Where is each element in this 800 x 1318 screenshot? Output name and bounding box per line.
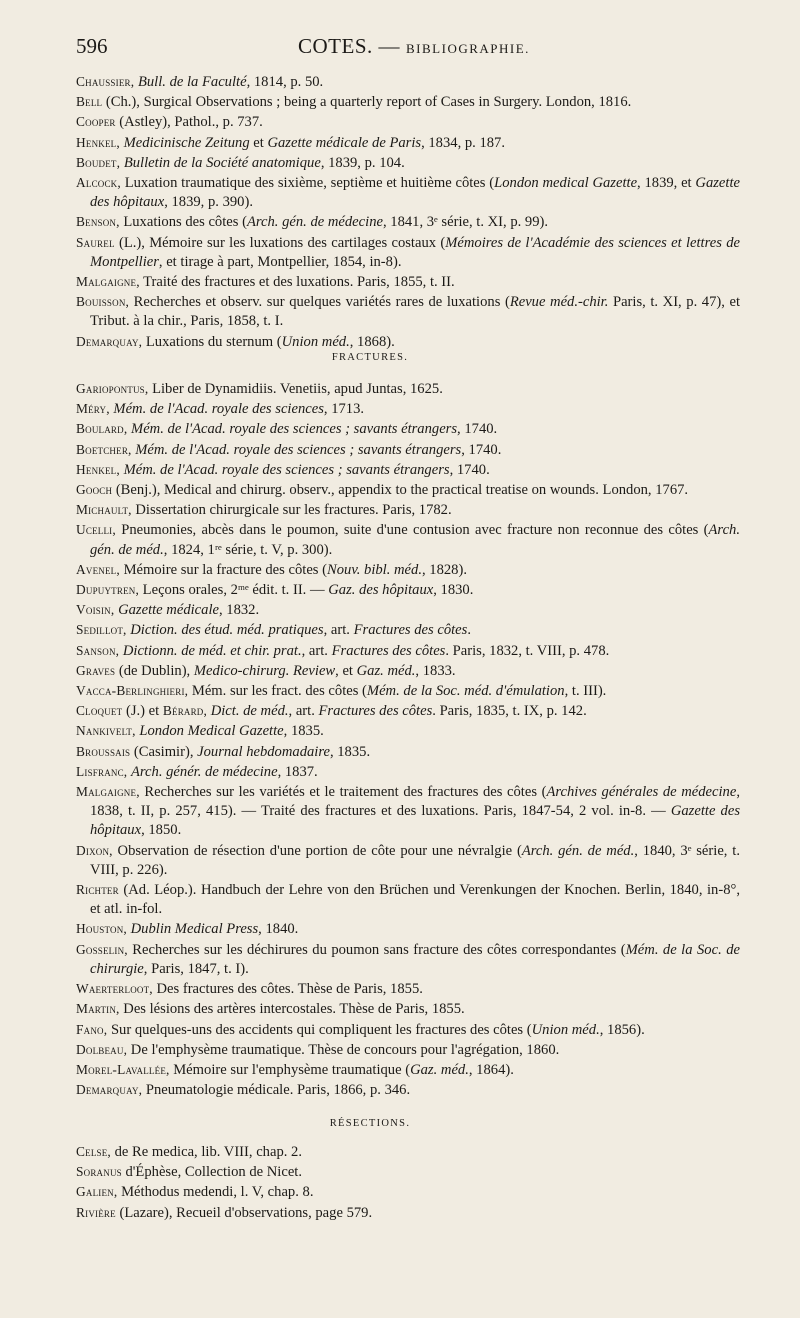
publication-title: Revue méd.-chir. bbox=[509, 294, 609, 311]
bib-entry bbox=[76, 1162, 740, 1182]
publication-title: Arch. gén. de méd. bbox=[90, 522, 740, 558]
entry-text: , 1830. bbox=[433, 582, 474, 599]
entry-text: , 1835. bbox=[283, 723, 324, 740]
author-name: Avenel, bbox=[76, 561, 120, 577]
entry-text: , 1834, p. 187. bbox=[421, 134, 505, 151]
bib-entry bbox=[76, 919, 740, 939]
author-name: Dupuytren, bbox=[76, 582, 140, 598]
author-name: Ucelli, bbox=[76, 522, 116, 538]
author-name: Chaussier, bbox=[76, 74, 135, 89]
entry-text: Luxations des côtes ( bbox=[119, 214, 247, 231]
entry-text: , 1828). bbox=[421, 561, 467, 578]
running-title-dash: — bbox=[378, 34, 401, 58]
bib-entry bbox=[76, 399, 740, 419]
author-name: Malgaigne, bbox=[76, 784, 140, 800]
entry-text: Luxations du sternum ( bbox=[142, 333, 282, 350]
publication-title: Gazette médicale de Paris bbox=[267, 134, 422, 151]
bib-entry bbox=[76, 1142, 740, 1162]
publication-title: Gaz. des hôpitaux bbox=[328, 582, 434, 599]
entry-text: , art. bbox=[301, 642, 332, 659]
entry-text: (Ch.), Surgical Observations ; being a quarterly report of Cases in Surgery. London, 1816. bbox=[102, 94, 632, 111]
publication-title: Bull. de la Faculté bbox=[137, 74, 247, 90]
entry-text: , 1835. bbox=[329, 743, 371, 760]
publication-title: Diction. des étud. méd. pratiques bbox=[130, 622, 324, 639]
publication-title: Gaz. méd. bbox=[410, 1061, 469, 1078]
author-name: Demarquay, bbox=[76, 333, 143, 349]
author-name: Celse, bbox=[76, 1144, 111, 1159]
entry-text: (Ad. Léop.). Handbuch der Lehre von den Brüchen und Verenkungen der Knochen. Berlin, 1840, in-8°, et atl. in-fol. bbox=[90, 882, 740, 918]
entry-text: . Paris, 1832, t. VIII, p. 478. bbox=[445, 642, 610, 659]
page-number: 596 bbox=[76, 34, 108, 58]
author-name: Richter bbox=[76, 882, 119, 898]
author-name: Bouisson, bbox=[76, 294, 130, 310]
entry-text: Recherches et observ. sur quelques variétés rares de luxations ( bbox=[129, 294, 510, 311]
bib-entry bbox=[76, 460, 740, 480]
publication-title: Dublin Medical Press bbox=[130, 921, 259, 938]
author-name: Boetcher, bbox=[76, 441, 132, 457]
entry-text: , 1840, 3ᵉ série, t. VIII, p. 226). bbox=[90, 842, 740, 878]
author-name: Henkel, bbox=[76, 461, 120, 477]
entry-text: , 1833. bbox=[415, 662, 456, 679]
author-name: Vacca-Berlinghieri, bbox=[76, 683, 189, 699]
author-name: Sanson, bbox=[76, 642, 120, 658]
bib-entry bbox=[76, 272, 740, 292]
bib-entry bbox=[76, 92, 740, 112]
publication-title: Mémoires de l'Académie des sciences et lettres de Montpellier bbox=[90, 234, 740, 270]
entry-text: Des lésions des artères intercostales. Thèse de Paris, 1855. bbox=[119, 1001, 465, 1018]
author-name: Boudet, bbox=[76, 154, 121, 170]
entry-text: , 1740. bbox=[457, 421, 498, 438]
publication-title: Dict. de méd. bbox=[210, 703, 289, 720]
author-name: Soranus bbox=[76, 1164, 122, 1180]
author-name: Waerterloot, bbox=[76, 981, 153, 997]
bib-entry bbox=[76, 841, 740, 880]
publication-title: Mém. de l'Acad. royale des sciences ; savants étrangers bbox=[123, 461, 450, 478]
bib-entry bbox=[76, 500, 740, 520]
author-name: Nankivelt, bbox=[76, 723, 136, 739]
section-title-fractures: FRACTURES. bbox=[331, 352, 409, 363]
entry-text: Pneumatologie médicale. Paris, 1866, p. 346. bbox=[142, 1082, 411, 1099]
bibliography-resections bbox=[76, 1142, 740, 1223]
bib-entry bbox=[76, 1080, 740, 1100]
author-name: Cloquet bbox=[76, 703, 123, 719]
publication-title: Mém. de la Soc. méd. d'émulation bbox=[366, 683, 565, 700]
publication-title: Fractures des côtes bbox=[353, 622, 468, 639]
entry-text: , et bbox=[335, 662, 357, 679]
bib-entry bbox=[76, 1020, 740, 1040]
entry-text: , art. bbox=[323, 622, 354, 639]
author-name: Gooch bbox=[76, 482, 113, 498]
author-name: Martin, bbox=[76, 1001, 120, 1017]
entry-text: (Casimir), bbox=[130, 743, 198, 760]
entry-text: Recherches sur les variétés et le traitement des fractures des côtes ( bbox=[139, 784, 547, 801]
page-header bbox=[76, 34, 738, 64]
bib-entry bbox=[76, 332, 740, 352]
entry-text: , 1840. bbox=[258, 921, 299, 938]
bib-entry bbox=[76, 1203, 740, 1223]
entry-text: , 1838, t. II, p. 257, 415). — Traité des fractures et des luxations. Paris, 1847-54, 2 vol. in-8. — bbox=[90, 784, 740, 820]
entry-text: Dissertation chirurgicale sur les fractures. Paris, 1782. bbox=[131, 502, 452, 519]
entry-text: , 1839, p. 104. bbox=[320, 154, 405, 171]
publication-title: Arch. gén. de médecine bbox=[246, 214, 383, 231]
entry-text: Liber de Dynamidiis. Venetiis, apud Juntas, 1625. bbox=[148, 381, 443, 397]
bib-entry bbox=[76, 153, 740, 173]
bib-entry bbox=[76, 979, 740, 999]
author-name: Malgaigne, bbox=[76, 274, 140, 290]
entry-text: , Paris, 1847, t. I). bbox=[143, 960, 249, 977]
author-name: Dolbeau, bbox=[76, 1041, 128, 1057]
entry-text: . bbox=[467, 622, 471, 639]
bib-entry bbox=[76, 212, 740, 232]
entry-text: d'Éphèse, Collection de Nicet. bbox=[121, 1164, 302, 1181]
bib-entry bbox=[76, 782, 740, 841]
publication-title: Journal hebdomadaire bbox=[197, 743, 330, 760]
entry-text: Paris, t. XI, p. 47), et Tribut. à la chir., Paris, 1858, t. I. bbox=[90, 294, 740, 330]
bib-entry bbox=[76, 72, 740, 92]
entry-text: , 1868). bbox=[349, 333, 395, 350]
entry-text: et bbox=[249, 134, 268, 151]
entry-text: , 1850. bbox=[141, 822, 182, 839]
entry-text: Sur quelques-uns des accidents qui compliquent les fractures des côtes ( bbox=[107, 1021, 532, 1038]
publication-title: Mém. de l'Acad. royale des sciences bbox=[113, 401, 324, 418]
entry-text: , 1814, p. 50. bbox=[246, 74, 324, 90]
entry-text: , 1837. bbox=[277, 763, 318, 780]
bib-entry bbox=[76, 133, 740, 153]
author-name: Bell bbox=[76, 94, 103, 110]
bib-entry bbox=[76, 1182, 740, 1202]
entry-text: Luxation traumatique des sixième, septième et huitième côtes ( bbox=[120, 175, 495, 192]
entry-text: (de Dublin), bbox=[115, 662, 194, 679]
author-name: Saurel bbox=[76, 234, 115, 250]
bib-entry bbox=[76, 560, 740, 580]
entry-text: Leçons orales, 2ᵐᵉ édit. t. II. — bbox=[139, 582, 329, 599]
entry-text: , 1832. bbox=[218, 602, 260, 619]
publication-title: Gaz. méd. bbox=[356, 662, 416, 679]
entry-text: , 1839, et bbox=[637, 175, 696, 192]
bib-entry bbox=[76, 880, 740, 919]
bib-entry bbox=[76, 762, 740, 782]
entry-text: , t. III). bbox=[564, 683, 607, 700]
bib-entry bbox=[76, 999, 740, 1019]
entry-text: Observation de résection d'une portion de côte pour une névralgie ( bbox=[112, 842, 522, 859]
author-name: Boulard, bbox=[76, 421, 128, 437]
entry-text: (Astley), Pathol., p. 737. bbox=[115, 114, 263, 131]
entry-text: (Benj.), Medical and chirurg. observ., appendix to the practical treatise on wounds. London, 1767. bbox=[112, 482, 689, 499]
entry-text: , 1740. bbox=[449, 461, 490, 478]
publication-title: Union méd. bbox=[531, 1021, 600, 1038]
entry-text: (L.), Mémoire sur les luxations des cartilages costaux ( bbox=[114, 234, 446, 251]
bib-entry bbox=[76, 419, 740, 439]
entry-text: Des fractures des côtes. Thèse de Paris, 1855. bbox=[152, 981, 423, 998]
entry-text: , 1841, 3ᵉ série, t. XI, p. 99). bbox=[382, 214, 549, 231]
entry-text: , 1864). bbox=[468, 1061, 514, 1078]
author-name: Gosselin, bbox=[76, 941, 128, 957]
publication-title: Mém. de l'Acad. royale des sciences ; savants étrangers bbox=[135, 441, 462, 458]
author-name: Gariopontus, bbox=[76, 381, 149, 396]
entry-text: Mém. sur les fract. des côtes ( bbox=[188, 683, 367, 700]
publication-title: Fractures des côtes bbox=[331, 642, 446, 659]
publication-title: Mém. de la Soc. de chirurgie bbox=[90, 941, 740, 977]
entry-text: Mémoire sur la fracture des côtes ( bbox=[119, 561, 327, 578]
bib-entry bbox=[76, 233, 740, 272]
bib-entry bbox=[76, 681, 740, 701]
bib-entry bbox=[76, 641, 740, 661]
author-name: Sedillot, bbox=[76, 622, 127, 638]
author-name: Demarquay, bbox=[76, 1082, 143, 1098]
publication-title: Gazette des hôpitaux bbox=[90, 175, 740, 211]
publication-title: Union méd. bbox=[281, 333, 350, 350]
entry-text: . Paris, 1835, t. IX, p. 142. bbox=[432, 703, 587, 720]
author-name: Benson, bbox=[76, 214, 120, 230]
author-name: Cooper bbox=[76, 114, 116, 130]
running-title-main: COTES. bbox=[298, 34, 373, 58]
author-name: Lisfranc, bbox=[76, 763, 128, 779]
bib-entry bbox=[76, 173, 740, 212]
publication-title: Fractures des côtes bbox=[318, 703, 433, 720]
bib-entry bbox=[76, 1040, 740, 1060]
author-name: Galien, bbox=[76, 1184, 118, 1200]
entry-text: De l'emphysème traumatique. Thèse de concours pour l'agrégation, 1860. bbox=[127, 1041, 560, 1058]
entry-text: (J.) et bbox=[122, 703, 163, 720]
entry-text: Pneumonies, abcès dans le poumon, suite d'une contusion avec fracture non reconnue des côtes ( bbox=[115, 522, 709, 539]
entry-text: (Lazare), Recueil d'observations, page 579. bbox=[115, 1204, 373, 1221]
author-name: Bérard, bbox=[162, 703, 208, 719]
running-title bbox=[298, 34, 530, 59]
publication-title: London Medical Gazette bbox=[139, 723, 284, 740]
publication-title: Arch. génér. de médecine bbox=[131, 763, 278, 780]
bib-entry bbox=[76, 112, 740, 132]
author-name: Michault, bbox=[76, 502, 132, 518]
publication-title: Medico-chirurg. Review bbox=[193, 662, 336, 679]
entry-text: , 1839, p. 390). bbox=[164, 194, 253, 211]
section-title-resections: RÉSECTIONS. bbox=[329, 1118, 411, 1129]
bib-entry bbox=[76, 661, 740, 681]
publication-title: Mém. de l'Acad. royale des sciences ; savants étrangers bbox=[131, 421, 458, 438]
running-title-sub: BIBLIOGRAPHIE. bbox=[406, 41, 530, 56]
author-name: Broussais bbox=[76, 743, 131, 759]
author-name: Morel-Lavallée, bbox=[76, 1061, 170, 1077]
bib-entry bbox=[76, 480, 740, 500]
publication-title: Medicinische Zeitung bbox=[123, 134, 250, 151]
author-name: Dixon, bbox=[76, 842, 113, 858]
entry-text: , et tirage à part, Montpellier, 1854, in-8). bbox=[158, 253, 402, 270]
publication-title: Gazette des hôpitaux bbox=[90, 803, 740, 839]
bib-entry bbox=[76, 701, 740, 721]
entry-text: , 1740. bbox=[461, 441, 502, 458]
entry-text: Recherches sur les déchirures du poumon sans fracture des côtes correspondantes ( bbox=[127, 941, 626, 958]
author-name: Méry, bbox=[76, 401, 110, 417]
entry-text: , 1713. bbox=[323, 401, 365, 418]
entry-text: , 1824, 1ʳᵉ série, t. V, p. 300). bbox=[163, 541, 333, 558]
author-name: Houston, bbox=[76, 921, 127, 937]
entry-text: de Re medica, lib. VIII, chap. 2. bbox=[110, 1144, 302, 1160]
entry-text: Mémoire sur l'emphysème traumatique ( bbox=[169, 1061, 411, 1078]
publication-title: London medical Gazette bbox=[494, 175, 638, 192]
publication-title: Gazette médicale bbox=[118, 602, 219, 619]
bibliography-fractures bbox=[76, 379, 740, 1100]
publication-title: Dictionn. de méd. et chir. prat. bbox=[122, 642, 302, 659]
bib-entry bbox=[76, 1060, 740, 1080]
bib-entry bbox=[76, 721, 740, 741]
bib-entry bbox=[76, 379, 740, 399]
publication-title: Nouv. bibl. méd. bbox=[327, 561, 422, 578]
entry-text: Traité des fractures et des luxations. Paris, 1855, t. II. bbox=[139, 274, 455, 291]
author-name: Voisin, bbox=[76, 602, 115, 618]
entry-text: , art. bbox=[288, 703, 319, 720]
bib-entry bbox=[76, 742, 740, 762]
publication-title: Bulletin de la Société anatomique bbox=[123, 154, 321, 171]
author-name: Fano, bbox=[76, 1021, 108, 1037]
bib-entry bbox=[76, 292, 740, 331]
bib-entry bbox=[76, 580, 740, 600]
publication-title: Archives générales de médecine bbox=[546, 784, 737, 801]
publication-title: Arch. gén. de méd. bbox=[521, 842, 635, 859]
author-name: Henkel, bbox=[76, 134, 120, 150]
entry-text: , 1856). bbox=[599, 1021, 645, 1038]
author-name: Graves bbox=[76, 662, 116, 678]
bib-entry bbox=[76, 600, 740, 620]
bib-entry bbox=[76, 620, 740, 640]
entry-text: Méthodus medendi, l. V, chap. 8. bbox=[117, 1184, 314, 1201]
bibliography-luxations bbox=[76, 72, 740, 352]
bib-entry bbox=[76, 440, 740, 460]
author-name: Alcock, bbox=[76, 175, 121, 191]
author-name: Rivière bbox=[76, 1204, 116, 1220]
bib-entry bbox=[76, 940, 740, 979]
bib-entry bbox=[76, 520, 740, 559]
